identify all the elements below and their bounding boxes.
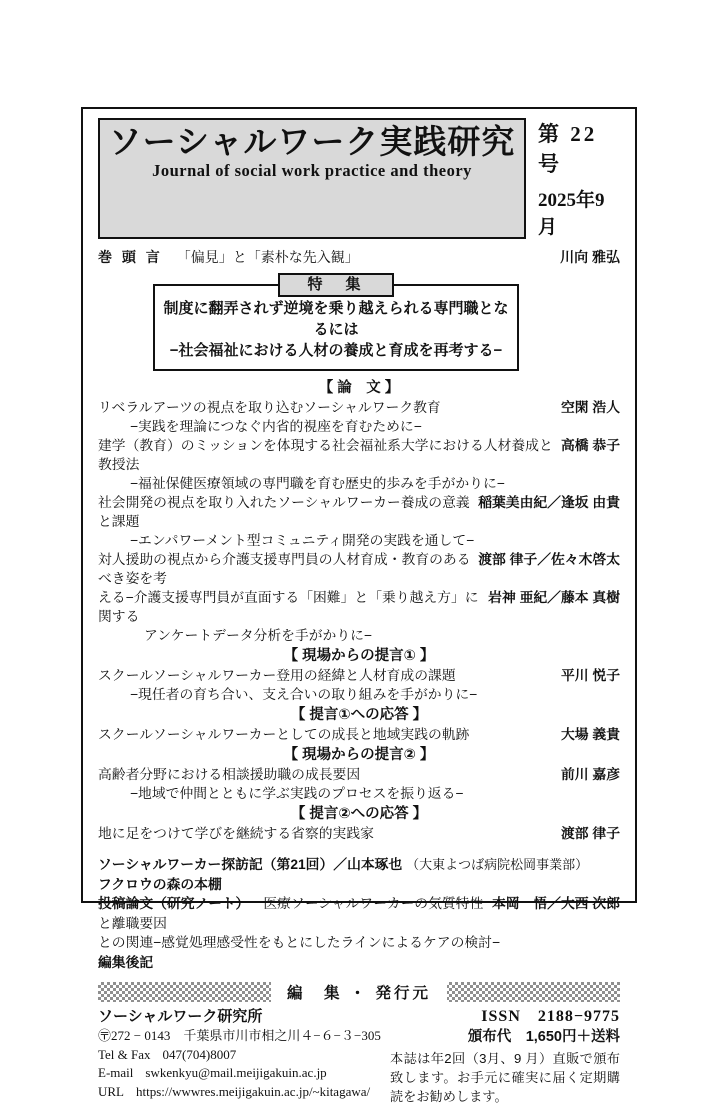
article-authors: 大場 義貴 <box>560 727 620 742</box>
article-authors: 岩神 亜紀／藤本 真樹 <box>488 590 620 605</box>
foreword-author: 川向 雅弘 <box>560 249 620 265</box>
article-subtitle: −現任者の育ち合い、支え合いの取り組みを手がかりに− <box>130 687 478 702</box>
journal-title-box <box>98 118 526 239</box>
toc-article <box>98 493 620 550</box>
toukou-row <box>98 894 620 933</box>
section-heading-response1: 【 提言①への応答 】 <box>290 707 428 723</box>
telfax-value: 047(704)8007 <box>162 1046 237 1062</box>
article-subtitle: アンケートデータ分析を手がかりに− <box>144 628 372 643</box>
section-heading-articles: 【 論 文 】 <box>318 380 400 396</box>
toukou-title-continued: との関連−感覚処理感受性をもとにしたラインによるケアの検討− <box>98 935 501 950</box>
foreword-label: 巻 頭 言 <box>98 249 163 265</box>
publisher-band-label: 編 集 ・ 発行元 <box>271 981 447 1003</box>
url-label: URL <box>98 1083 124 1099</box>
article-authors: 平川 悦子 <box>560 668 620 683</box>
toukou-authors: 本岡 悟／大西 次郎 <box>491 896 620 911</box>
article-subtitle: −福祉保健医療領域の専門職を育む歴史的歩みを手がかりに− <box>130 476 505 491</box>
section-heading-genba1: 【 現場からの提言① 】 <box>283 648 435 664</box>
article-authors: 渡部 律子 <box>560 826 620 841</box>
toc-article <box>98 824 620 843</box>
section-heading-response2: 【 提言②への応答 】 <box>290 806 428 822</box>
article-subtitle: −地域で仲間とともに学ぶ実践のプロセスを振り返る− <box>130 786 464 801</box>
toukou-label: 投稿論文（研究ノート） <box>98 896 250 911</box>
email-label: E-mail <box>98 1065 134 1080</box>
tanbouki-title: ソーシャルワーカー探訪記（第21回）／山本琢也 <box>98 857 403 872</box>
article-title: スクールソーシャルワーカー登用の経緯と人材育成の課題 <box>98 668 456 683</box>
feature-label: 特 集 <box>278 273 394 297</box>
publisher-band <box>98 982 620 1002</box>
feature-title-line1: 制度に翻弄されず逆境を乗り越えられる専門職となるには <box>163 300 509 338</box>
bookshelf-row <box>98 875 620 895</box>
article-title: 高齢者分野における相談援助職の成長要因 <box>98 767 361 782</box>
article-subtitle: −エンパワーメント型コミュニティ開発の実践を通して− <box>130 533 475 548</box>
masthead <box>98 118 620 239</box>
toc-article <box>98 550 620 645</box>
table-of-contents <box>98 379 620 843</box>
article-subtitle: −実践を理論につなぐ内省的視座を育むために− <box>130 419 422 434</box>
publisher-info <box>98 1006 620 1106</box>
article-authors: 稲葉美由紀／逢坂 由貴 <box>478 495 620 510</box>
publisher-url <box>98 1083 384 1102</box>
issn: ISSN 2188−9775 <box>481 1008 620 1025</box>
publisher-email <box>98 1064 384 1083</box>
price: 頒布代 1,650円＋送料 <box>467 1029 620 1045</box>
publisher-name: ソーシャルワーク研究所 <box>98 1008 263 1025</box>
article-authors: 前川 嘉彦 <box>560 767 620 782</box>
url-value: https://wwwres.meijigakuin.ac.jp/~kitagawa/ <box>136 1083 371 1099</box>
article-title: リベラルアーツの視点を取り込むソーシャルワーク教育 <box>98 400 441 415</box>
feature-title-line2: −社会福祉における人材の養成と育成を再考する− <box>169 342 503 359</box>
issue-date: 2025年9月 <box>538 190 605 238</box>
article-authors: 渡部 律子／佐々木啓太 <box>478 552 620 567</box>
foreword-title: 「偏見」と「素朴な先入観」 <box>176 249 359 265</box>
journal-title: ソーシャルワーク実践研究 <box>108 123 516 160</box>
toc-article <box>98 398 620 436</box>
article-title: 対人援助の視点から介護支援専門員の人材育成・教育のあるべき姿を考 <box>98 552 471 586</box>
toukou-row-2 <box>98 933 620 953</box>
bookshelf-title: フクロウの森の本棚 <box>98 876 222 892</box>
article-title: 建学（教育）のミッションを体現する社会福祉系大学における人材養成と教授法 <box>98 438 553 472</box>
article-title: スクールソーシャルワーカーとしての成長と地域実践の軌跡 <box>98 727 470 742</box>
toukou-title: 医療ソーシャルワーカーの気質特性と離職要因 <box>98 896 484 931</box>
email-value: swkenkyu@mail.meijigakuin.ac.jp <box>145 1065 327 1080</box>
subscription-note: 本誌は年2回（3月、9 月）直販で頒布致します。お手元に確実に届く定期購読をお勧めします。 <box>390 1051 620 1104</box>
toc-article <box>98 725 620 744</box>
tanbouki-affiliation: （大東よつば病院松岡事業部） <box>406 857 589 872</box>
toc-article <box>98 666 620 704</box>
journal-subtitle: Journal of social work practice and theory <box>152 160 472 180</box>
foreword-row <box>98 248 620 267</box>
feature-box <box>153 276 519 371</box>
tanbouki-row <box>98 855 620 875</box>
publisher-telfax <box>98 1046 384 1065</box>
section-heading-genba2: 【 現場からの提言② 】 <box>283 747 435 763</box>
issue-number: 第 22 号 <box>538 122 598 176</box>
page-frame <box>81 107 637 1104</box>
henshu-koki-row <box>98 953 620 973</box>
issue-info <box>526 118 620 239</box>
publisher-contact <box>98 1006 390 1106</box>
telfax-label: Tel & Fax <box>98 1046 151 1062</box>
henshu-koki-label: 編集後記 <box>98 954 154 970</box>
misc-items <box>98 855 620 972</box>
publisher-address: 〶272 − 0143 千葉県市川市相之川４−６−３−305 <box>98 1028 381 1043</box>
toc-article <box>98 765 620 803</box>
article-authors: 空閑 浩人 <box>560 400 620 415</box>
article-title: える−介護支援専門員が直面する「困難」と「乗り越え方」に関する <box>98 590 479 624</box>
publisher-sales <box>390 1006 620 1106</box>
article-title: 社会開発の視点を取り入れたソーシャルワーカー養成の意義と課題 <box>98 495 470 529</box>
toc-article <box>98 436 620 493</box>
article-title: 地に足をつけて学びを継続する省察的実践家 <box>98 826 374 841</box>
article-authors: 高橋 恭子 <box>560 438 620 453</box>
